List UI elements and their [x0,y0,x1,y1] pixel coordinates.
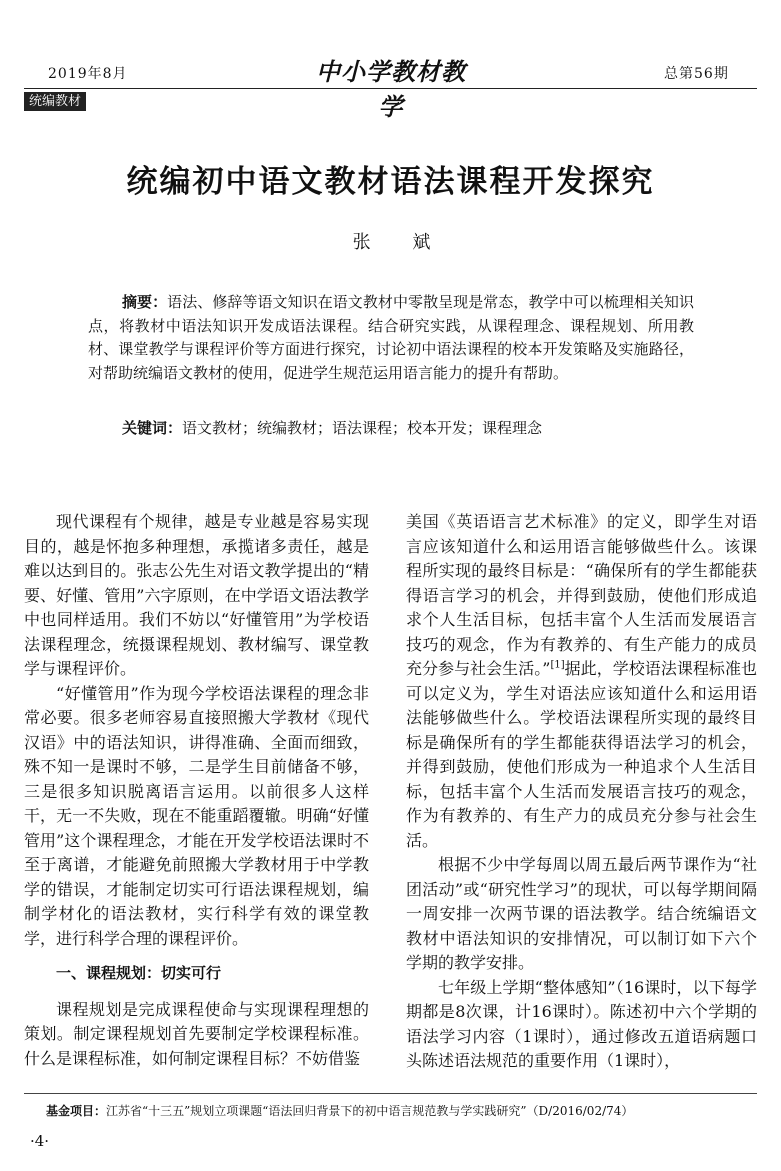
section-tag: 统编教材 [24,92,86,111]
header-date: 2019年8月 [48,66,128,82]
footnote-label: 基金项目： [46,1104,107,1118]
abstract-text: 语法、修辞等语文知识在语文教材中零散呈现是常态，教学中可以梳理相关知识点，将教材中语法知识开发成语法课程。结合研究实践，从课程理念、课程规划、所用教材、课堂教学与课程评价等方面进行探究，讨论初中语法课程的校本开发策略及实施路径，对帮助统编语文教材的使用，促进学生规范运用语言能力的提升有帮助。 [88,293,694,382]
body-paragraph [406,510,757,853]
keywords-text: 语文教材；统编教材；语法课程；校本开发；课程理念 [182,419,543,437]
body-column-right [406,510,757,1074]
funding-footnote [46,1103,746,1119]
keywords [122,417,694,441]
journal-title-logo: 中小学教材教学 [316,57,466,121]
page-number: ·4· [30,1132,50,1150]
section-heading: 一、课程规划：切实可行 [56,964,222,982]
abstract [88,291,694,385]
body-paragraph: “好懂管用”作为现今学校语法课程的理念非常必要。很多老师容易直接照搬大学教材《现代汉语》中的语法知识，讲得准确、全面而细致，殊不知一是课时不够，二是学生目前储备不够，三是很多知识脱离语言运用。以前很多人这样干，无一不失败，现在不能重蹈覆辙。明确“好懂管用”这个课程理念，才能在开发学校语法课时不至于离谱，才能避免前照搬大学教材用于中学教学的错误，才能制定切实可行语法课程规划，编制学材化的语法教材，实行科学有效的课堂教学，进行科学合理的课程评价。 [24,683,369,948]
abstract-label: 摘要： [122,293,168,311]
keywords-label: 关键词： [122,419,183,437]
body-text: 美国《英语语言艺术标准》的定义，即学生对语言应该知道什么和运用语言能够做些什么。该课程所实现的最终目标是：“确保所有的学生都能获得语言学习的机会，并得到鼓励，使他们形成追求个人生活目标，包括丰富个人生活而发展语言技巧的观念，作为有教养的、有生产能力的成员充分参与社会生活。” [406,512,757,678]
body-text: 据此，学校语法课程标准也可以定义为，学生对语法应该知道什么和运用语法能够做些什么。学校语法课程所实现的最终目标是确保所有的学生都能获得语法学习的机会，并得到鼓励，使他们形成为一种追求个人生活目标，包括丰富个人生活而发展语言技巧的观念，作为有教养的、有生产力的成员充分参与社会生活。 [406,659,757,850]
footnote-divider [24,1093,757,1094]
header-divider [24,88,757,89]
body-paragraph: 根据不少中学每周以周五最后两节课作为“社团活动”或“研究性学习”的现状，可以每学期间隔一周安排一次两节课的语法教学。结合统编语文教材中语法知识的安排情况，可以制订如下六个学期的教学安排。 [406,855,757,972]
article-title: 统编初中语文教材语法课程开发探究 [126,164,655,200]
body-paragraph: 七年级上学期“整体感知”（16课时，以下每学期都是8次课，计16课时）。陈述初中六个学期的语法学习内容（1课时），通过修改五道语病题口头陈述语法规范的重要作用（1课时）， [406,977,757,1070]
header-issue-number: 总第56期 [664,66,729,82]
citation-reference: [1] [550,659,565,671]
article-author: 张 斌 [352,232,449,253]
body-paragraph: 现代课程有个规律，越是专业越是容易实现目的，越是怀抱多种理想，承揽诸多责任，越是难以达到目的。张志公先生对语文教学提出的“精要、好懂、管用”六字原则，在中学语文语法教学中也同样适用。我们不妨以“好懂管用”为学校语法课程理念，统摄课程规划、教材编写、课堂教学与课程评价。 [24,512,369,678]
body-column-left [24,510,369,1071]
body-paragraph: 课程规划是完成课程使命与实现课程理想的策划。制定课程规划首先要制定学校课程标准。什么是课程标准，如何制定课程目标？不妨借鉴 [24,999,369,1068]
footnote-text: 江苏省“十三五”规划立项课题“语法回归背景下的初中语言规范教与学实践研究”（D/2016/02/74） [106,1104,634,1118]
